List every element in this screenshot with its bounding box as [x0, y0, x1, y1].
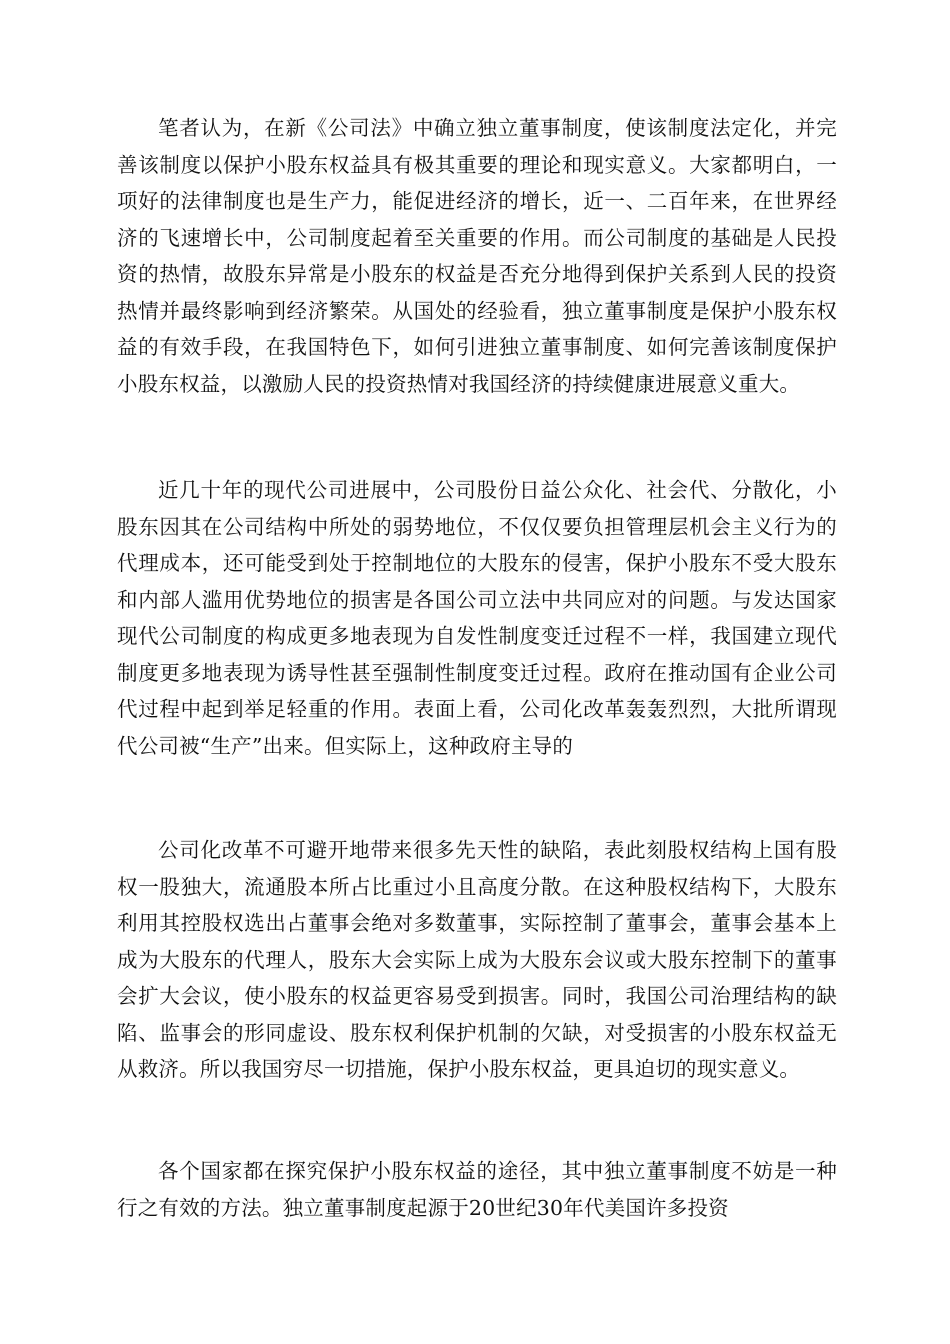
body-paragraph-2: 近几十年的现代公司进展中，公司股份日益公众化、社会代、分散化，小股东因其在公司结构中所处的弱势地位，不仅仅要负担管理层机会主义行为的代理成本，还可能受到处于控制地位的大股东的侵害，保护小股东不受大股东和内部人滥用优势地位的损害是各国公司立法中共同应对的问题。与发达国家现代公司制度的构成更多地表现为自发性制度变迁过程不一样，我国建立现代制度更多地表现为诱导性甚至强制性制度变迁过程。政府在推动国有企业公司代过程中起到举足轻重的作用。表面上看，公司化改革轰轰烈烈，大批所谓现代公司被“生产”出来。但实际上，这种政府主导的 [117, 478, 837, 758]
body-paragraph-4: 各个国家都在探究保护小股东权益的途径，其中独立董事制度不妨是一种行之有效的方法。独立董事制度起源于20世纪30年代美国许多投资 [117, 1159, 837, 1220]
body-paragraph-1: 笔者认为，在新《公司法》中确立独立董事制度，使该制度法定化，并完善该制度以保护小股东权益具有极其重要的理论和现实意义。大家都明白，一项好的法律制度也是生产力，能促进经济的增长，近一、二百年来，在世界经济的飞速增长中，公司制度起着至关重要的作用。而公司制度的基础是人民投资的热情，故股东异常是小股东的权益是否充分地得到保护关系到人民的投资热情并最终影响到经济繁荣。从国处的经验看，独立董事制度是保护小股东权益的有效手段，在我国特色下，如何引进独立董事制度、如何完善该制度保护小股东权益，以激励人民的投资热情对我国经济的持续健康进展意义重大。 [117, 116, 837, 396]
body-paragraph-3: 公司化改革不可避开地带来很多先天性的缺陷，表此刻股权结构上国有股权一股独大，流通股本所占比重过小且高度分散。在这种股权结构下，大股东利用其控股权选出占董事会绝对多数董事，实际控制了董事会，董事会基本上成为大股东的代理人，股东大会实际上成为大股东会议或大股东控制下的董事会扩大会议，使小股东的权益更容易受到损害。同时，我国公司治理结构的缺陷、监事会的形同虚设、股东权利保护机制的欠缺，对受损害的小股东权益无从救济。所以我国穷尽一切措施，保护小股东权益，更具迫切的现实意义。 [117, 838, 837, 1081]
